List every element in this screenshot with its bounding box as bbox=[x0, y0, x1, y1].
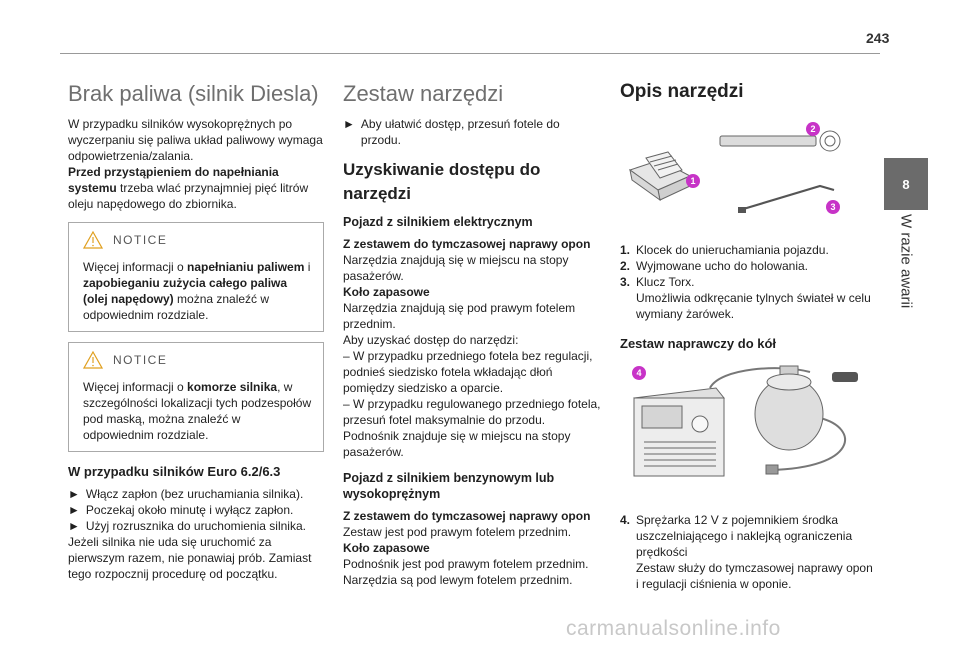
page-number: 243 bbox=[866, 30, 890, 46]
warning-triangle-icon bbox=[83, 351, 103, 369]
step-item: ► Użyj rozrusznika do uruchomienia silnika. bbox=[68, 519, 306, 533]
notice-text: Więcej informacji o napełnianiu paliwem i zapobieganiu zużycia całego paliwa (olej napędowy) można znaleźć w odpowiednim rozdziale. bbox=[83, 260, 311, 322]
notice-text: Więcej informacji o komorze silnika, w szczególności lokalizacji tych podzespołów pod maską, można znaleźć w odpowiednim rozdziale. bbox=[83, 380, 312, 442]
arrow-right-icon: ► bbox=[68, 487, 80, 501]
callout-badge-1: 1 bbox=[686, 174, 700, 188]
tool-item: 2. Wyjmowane ucho do holowania. bbox=[620, 259, 808, 273]
ev-text: – W przypadku regulowanego przedniego fotela, przesuń fotel maksymalnie do przodu. bbox=[343, 397, 601, 427]
fuel-instruction-rest: trzeba wlać przynajmniej pięć litrów oleju napędowego do zbiornika. bbox=[68, 181, 309, 211]
kit-item-extra: Zestaw służy do tymczasowej naprawy opon i regulacji ciśnienia w oponie. bbox=[636, 561, 873, 591]
euro-heading: W przypadku silników Euro 6.2/6.3 bbox=[68, 464, 281, 479]
compressor-illustration bbox=[620, 358, 876, 498]
ev-heading: Pojazd z silnikiem elektrycznym bbox=[343, 215, 533, 229]
chapter-label: W razie awarii bbox=[897, 214, 915, 309]
section-title-toolkit: Zestaw narzędzi bbox=[343, 81, 504, 106]
callout-badge-3: 3 bbox=[826, 200, 840, 214]
notice-title: NOTICE bbox=[113, 353, 168, 367]
tools-illustration bbox=[620, 118, 876, 228]
section-title-tools: Opis narzędzi bbox=[620, 81, 744, 102]
tool-item-extra: Umożliwia odkręcanie tylnych świateł w celu wymiany żarówek. bbox=[636, 291, 871, 321]
column-toolkit bbox=[343, 80, 601, 588]
kit-title: Zestaw naprawczy do kół bbox=[620, 336, 777, 351]
ice-spare-wheel: Koło zapasowe bbox=[343, 541, 430, 555]
tool-item: 1. Klocek do unieruchamiania pojazdu. bbox=[620, 243, 829, 257]
arrow-right-icon: ► bbox=[68, 519, 80, 533]
fuel-instruction-bold: Przed przystąpieniem do napełniania systemu bbox=[68, 165, 279, 195]
step-item: ► Włącz zapłon (bez uruchamiania silnika). bbox=[68, 487, 304, 501]
fuel-instruction bbox=[68, 164, 324, 212]
callout-badge-2: 2 bbox=[806, 122, 820, 136]
ice-text: Zestaw jest pod prawym fotelem przednim. bbox=[343, 525, 572, 539]
watermark: carmanualsonline.info bbox=[566, 617, 781, 640]
compressor-drawing bbox=[620, 358, 876, 498]
ev-spare-wheel: Koło zapasowe bbox=[343, 285, 430, 299]
notice-title: NOTICE bbox=[113, 233, 168, 247]
toolkit-tip: ► Aby ułatwić dostęp, przesuń fotele do przodu. bbox=[343, 117, 560, 147]
notice-box-engine bbox=[68, 342, 324, 452]
chapter-tab[interactable]: 8 bbox=[884, 158, 928, 210]
warning-triangle-icon bbox=[83, 231, 103, 249]
column-fuel bbox=[68, 80, 324, 582]
chapter-label-container bbox=[884, 214, 928, 334]
callout-badge-4: 4 bbox=[632, 366, 646, 380]
ev-text: Narzędzia znajdują się pod prawym fotelem przednim. bbox=[343, 301, 576, 331]
fuel-closing: Jeżeli silnika nie uda się uruchomić za pierwszym razem, nie ponawiaj prób. Zamiast tego rozpocznij procedurę od początku. bbox=[68, 535, 312, 581]
kit-item: 4. Sprężarka 12 V z pojemnikiem środka uszczelniającego i naklejką ograniczenia prędkości bbox=[620, 513, 853, 559]
notice-box-refuel bbox=[68, 222, 324, 332]
ev-text: – W przypadku przedniego fotela bez regulacji, podnieś siedzisko fotela wkładając dłoń pomiędzy siedzisko a oparcie. bbox=[343, 349, 593, 395]
ice-text: Podnośnik jest pod prawym fotelem przednim. bbox=[343, 557, 589, 571]
access-title: Uzyskiwanie dostępu do narzędzi bbox=[343, 160, 541, 203]
ice-heading: Pojazd z silnikiem benzynowym lub wysokoprężnym bbox=[343, 471, 555, 501]
ev-text: Podnośnik znajduje się w miejscu na stopy pasażerów. bbox=[343, 429, 571, 459]
ev-text: Aby uzyskać dostęp do narzędzi: bbox=[343, 333, 519, 347]
arrow-right-icon: ► bbox=[68, 503, 80, 517]
fuel-intro: W przypadku silników wysokoprężnych po wyczerpaniu się paliwa układ paliwowy wymaga odpowietrzenia/zalania. bbox=[68, 117, 323, 163]
column-tool-description bbox=[620, 80, 876, 592]
arrow-right-icon: ► bbox=[343, 117, 355, 131]
top-divider bbox=[60, 53, 880, 54]
ev-text: Narzędzia znajdują się w miejscu na stopy pasażerów. bbox=[343, 253, 569, 283]
tool-item: 3. Klucz Torx. bbox=[620, 275, 695, 289]
ev-subheading: Z zestawem do tymczasowej naprawy opon bbox=[343, 237, 591, 251]
section-title-fuel: Brak paliwa (silnik Diesla) bbox=[68, 81, 319, 106]
step-item: ► Poczekaj około minutę i wyłącz zapłon. bbox=[68, 503, 294, 517]
ice-subheading: Z zestawem do tymczasowej naprawy opon bbox=[343, 509, 591, 523]
ice-text: Narzędzia są pod lewym fotelem przednim. bbox=[343, 573, 573, 587]
